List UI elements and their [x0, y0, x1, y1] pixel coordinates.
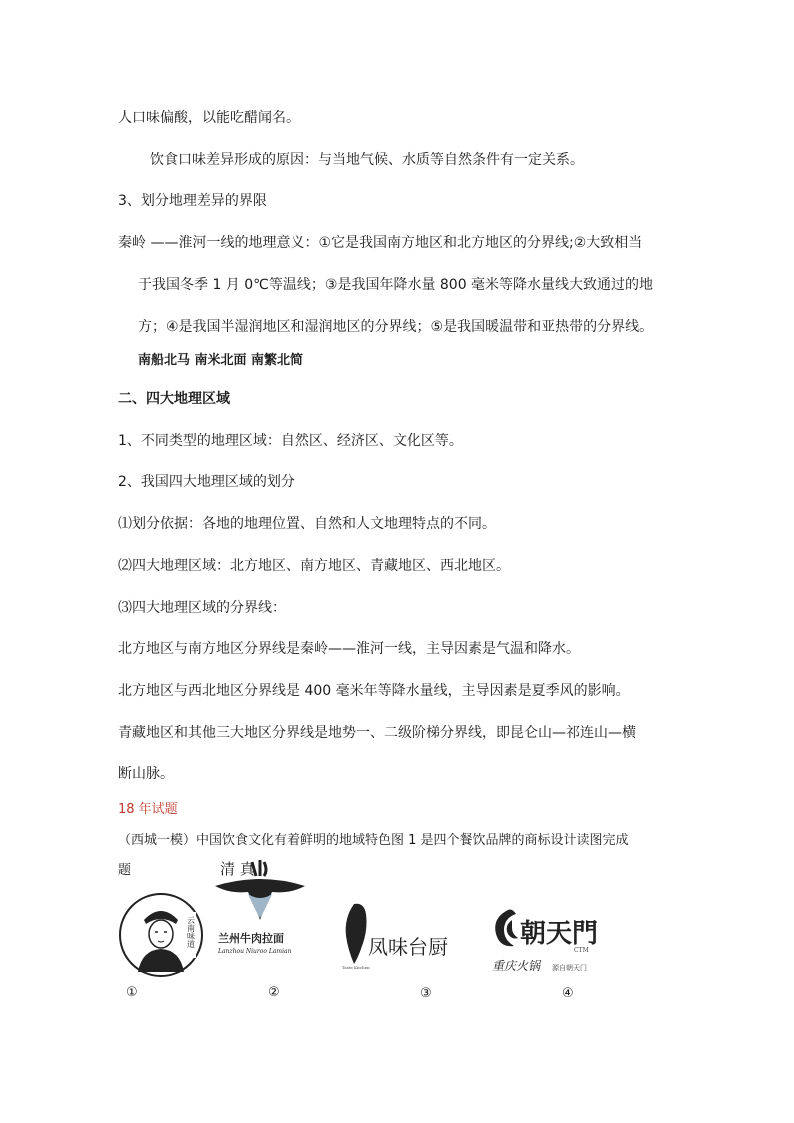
logo4-sub2: 源自朝天门	[552, 964, 587, 972]
text-line-12: ⑵四大地理区域：北方地区、南方地区、青藏地区、西北地区。	[118, 558, 510, 574]
text-line-3: 3、划分地理差异的界限	[118, 193, 267, 209]
logo1-number: ①	[126, 985, 138, 1000]
text-line-10: 2、我国四大地理区域的划分	[118, 474, 295, 490]
exam-year-label: 18 年试题	[118, 802, 178, 817]
logo3-name-cn: 凤味台厨	[368, 935, 448, 959]
text-line-9: 1、不同类型的地理区域：自然区、经济区、文化区等。	[118, 433, 463, 449]
text-line-2: 饮食口味差异形成的原因：与当地气候、水质等自然条件有一定关系。	[150, 152, 584, 168]
logo1-side-text: 云南味道	[186, 916, 196, 948]
text-line-4: 秦岭 ——淮河一线的地理意义：①它是我国南方地区和北方地区的分界线;②大致相当	[118, 235, 643, 251]
text-line-1: 人口味偏酸，以能吃醋闻名。	[118, 110, 300, 126]
text-line-13: ⑶四大地理区域的分界线：	[118, 600, 286, 616]
logo2-name-en: Lanzhou Niuroo Lamian	[218, 948, 292, 954]
logo3-tagline: Taste Kitchen	[342, 965, 370, 970]
text-line-6: 方；④是我国半湿润地区和湿润地区的分界线；⑤是我国暖温带和亚热带的分界线。	[138, 319, 654, 335]
logo-lanzhou-noodles	[210, 854, 310, 1000]
text-line-11: ⑴划分依据：各地的地理位置、自然和人文地理特点的不同。	[118, 516, 496, 532]
text-line-15: 北方地区与西北地区分界线是 400 毫米年等降水量线，主导因素是夏季风的影响。	[118, 683, 630, 699]
text-line-14: 北方地区与南方地区分界线是秦岭——淮河一线，主导因素是气温和降水。	[118, 641, 580, 657]
logo4-abbr: CTM	[574, 947, 589, 954]
logo4-number: ④	[562, 986, 574, 1001]
logo4-name-cn: 朝天門	[520, 919, 599, 949]
text-line-5: 于我国冬季 1 月 0℃等温线；③是我国年降水量 800 毫米等降水量线大致通过的地	[138, 277, 654, 293]
logo-chaotianmen-hotpot	[490, 904, 620, 1001]
text-line-16: 青藏地区和其他三大地区分界线是地势一、二级阶梯分界线，即昆仑山—祁连山—横	[118, 725, 636, 741]
logo3-number: ③	[420, 986, 432, 1001]
logo2-number: ②	[268, 985, 280, 1000]
logo-taiwan-kitchen	[340, 900, 450, 1001]
logo4-sub: 重庆火锅	[492, 959, 541, 973]
question-text-cont: 题	[118, 863, 132, 878]
logo2-top-text: 清 真	[220, 860, 255, 878]
section-heading: 二、四大地理区域	[118, 391, 230, 407]
text-line-17: 断山脉。	[118, 766, 174, 782]
logo-yunnan-flavor	[118, 892, 204, 1000]
question-text: （西城一模）中国饮食文化有着鲜明的地域特色图 1 是四个餐饮品牌的商标设计读图完成	[118, 833, 629, 848]
logo2-name-cn: 兰州牛肉拉面	[218, 932, 284, 945]
text-line-7: 南船北马 南米北面 南繁北简	[138, 353, 304, 368]
